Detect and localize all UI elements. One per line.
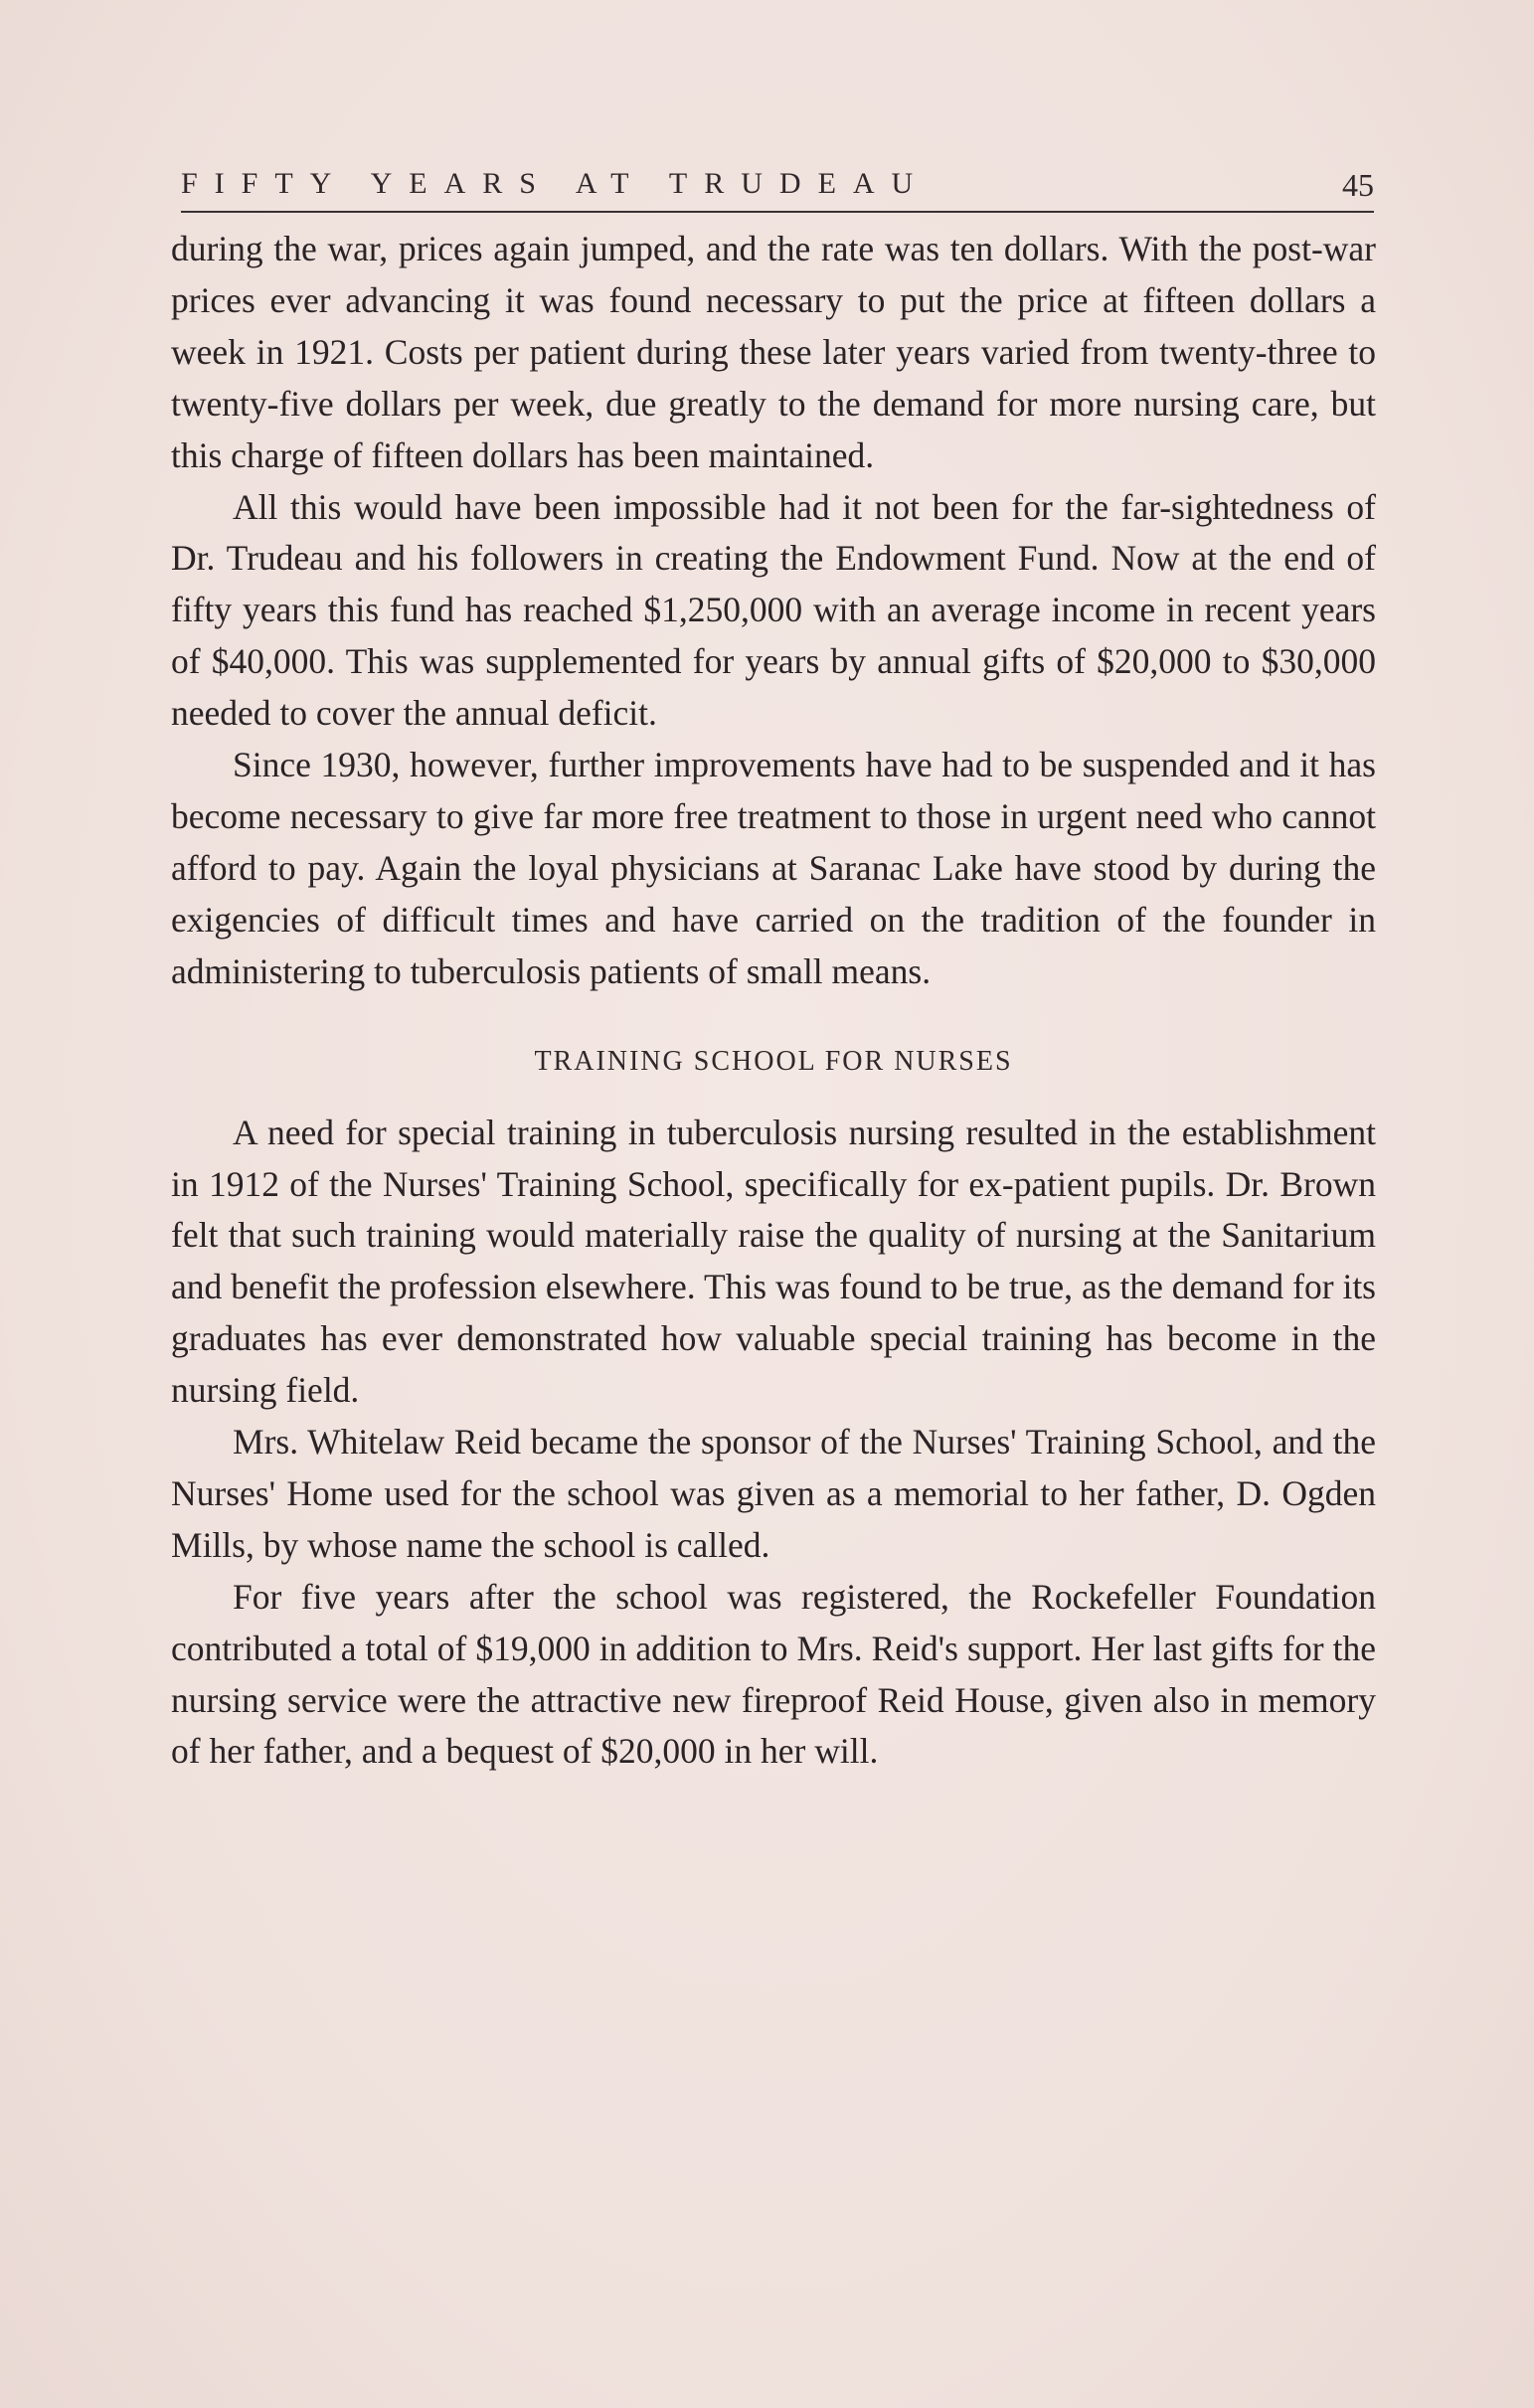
page-body bbox=[171, 224, 1376, 1778]
paragraph-endowment-fund: All this would have been impossible had it not been for the far-sightedness of Dr. Trudeau and his followers in creating the Endowment Fund. Now at the end of fifty years this fund has reached $1,250,000 with an average income in recent years of $40,000. This was supplemented for years by annual gifts of $20,000 to $30,000 needed to cover the annual deficit. bbox=[171, 486, 1376, 734]
page-number: 45 bbox=[1342, 167, 1374, 203]
page-header bbox=[181, 167, 1374, 213]
section-heading: TRAINING SCHOOL FOR NURSES bbox=[534, 1045, 1013, 1077]
paragraph-training-need: A need for special training in tuberculosis nursing resulted in the establishment in 1912 of the Nurses' Training School, specifically for ex-patient pupils. Dr. Brown felt that such training would materially raise the quality of nursing at the Sanitarium and benefit the profession elsewhere. This was found to be true, as the demand for its graduates has ever demonstrated how valuable special training has become in the nursing field. bbox=[171, 1112, 1376, 1411]
paragraph-rates-continued: during the war, prices again jumped, and the rate was ten dollars. With the post-war prices ever advancing it was found necessary to put the price at fifteen dollars a week in 1921. Costs per patient during these later years varied from twenty-three to twenty-five dollars per week, due greatly to the demand for more nursing care, but this charge of fifteen dollars has been maintained. bbox=[171, 229, 1376, 475]
paragraph-whitelaw-reid: Mrs. Whitelaw Reid became the sponsor of the Nurses' Training School, and the Nurses' Home used for the school was given as a memorial to her father, D. Ogden Mills, by whose name the school is called. bbox=[171, 1422, 1376, 1565]
paragraph-since-1930: Since 1930, however, further improvements have had to be suspended and it has become necessary to give far more free treatment to those in urgent need who cannot afford to pay. Again the loyal physicians at Saranac Lake have stood by during the exigencies of difficult times and have carried on the tradition of the founder in administering to tuberculosis patients of small means. bbox=[171, 745, 1376, 991]
paragraph-rockefeller: For five years after the school was registered, the Rockefeller Foundation contributed a total of $19,000 in addition to Mrs. Reid's support. Her last gifts for the nursing service were the attractive new fireproof Reid House, given also in memory of her father, and a bequest of $20,000 in her will. bbox=[171, 1576, 1376, 1772]
running-title: FIFTY YEARS AT TRUDEAU bbox=[181, 167, 931, 200]
